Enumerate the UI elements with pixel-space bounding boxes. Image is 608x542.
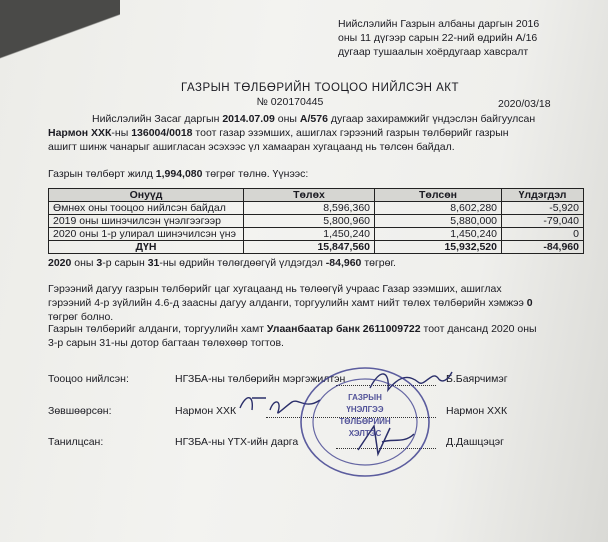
table-cell: 2020 оны 1-р улирал шинэчилсэн үнэ bbox=[49, 228, 244, 241]
table-header-row bbox=[49, 189, 584, 202]
table-row bbox=[49, 215, 584, 228]
signature-role: Тооцоо нийлсэн: bbox=[48, 373, 129, 385]
official-stamp bbox=[295, 362, 433, 480]
stamp-text: ТӨЛБӨРИЙН bbox=[339, 417, 391, 426]
table-cell: 15,932,520 bbox=[375, 241, 502, 254]
bank-line-1: Газрын төлбөрийг алданги, торгуулийн хамт Улаанбаатар банк 2611009722 тоот дансанд 2020 оны bbox=[48, 323, 537, 335]
table-cell: 0 bbox=[502, 228, 584, 241]
contract-line-3: төгрөг болно. bbox=[48, 311, 114, 323]
table-cell: 1,450,240 bbox=[375, 228, 502, 241]
contract-line-2: гэрээний 4-р зүйлийн 4.6-д заасны дагуу алданги, торгуулийн хамт нийт төлөх төлбөрийн хэмжээ 0 bbox=[48, 297, 533, 309]
contract-line-1: Гэрээний дагуу газрын төлбөрийг цаг хугацаанд нь төлөөгүй учраас Газар эзэмших, ашиглах bbox=[48, 283, 502, 295]
signature-org: НГЗБА-ны ҮТХ-ийн дарга bbox=[175, 436, 299, 448]
table-row bbox=[49, 202, 584, 215]
page-shadow bbox=[0, 0, 120, 100]
table-cell: 2019 оны шинэчилсэн үнэлгээгээр bbox=[49, 215, 244, 228]
stamp-text: ХЭЛТЭС bbox=[348, 429, 382, 438]
bank-line-2: 3-р сарын 31-ны дотор багтаан төлөхөөр тогтов. bbox=[48, 337, 284, 349]
table-total-row bbox=[49, 241, 584, 254]
document-number: № 020170445 bbox=[256, 96, 324, 108]
stamp-text: ГАЗРЫН bbox=[348, 393, 382, 402]
approval-line-3: дугаар тушаалын хоёрдугаар хавсралт bbox=[338, 46, 529, 58]
intro-line-2: Нармон ХХК-ны 136004/0018 тоот газар эзэмших, ашиглах гэрээний газрын төлбөрийг газрын bbox=[48, 127, 509, 139]
signature-org: Нармон ХХК bbox=[175, 405, 237, 417]
table-cell: 8,596,360 bbox=[244, 202, 375, 215]
approval-line-2: оны 11 дүгээр сарын 22-ний өдрийн А/16 bbox=[338, 32, 538, 44]
document-date: 2020/03/18 bbox=[498, 98, 551, 110]
annual-fee-line: Газрын төлбөрт жилд 1,994,080 төгрөг төлнө. Үүнээс: bbox=[48, 168, 309, 180]
stamp-text: ҮНЭЛГЭЭ bbox=[346, 405, 384, 414]
table-cell: -79,040 bbox=[502, 215, 584, 228]
signature-name: Д.Дашцэцэг bbox=[446, 436, 504, 448]
intro-line-3: ашигт шинж чанарыг ашигласан эсэхээс үл хамааран хугацаанд нь төлсөн байдал. bbox=[48, 141, 455, 153]
signature-name: Нармон ХХК bbox=[446, 405, 508, 417]
table-cell: 15,847,560 bbox=[244, 241, 375, 254]
balance-line: 2020 оны 3-р сарын 31-ны өдрийн төлөгдөөгүй үлдэгдэл -84,960 төгрөг. bbox=[48, 257, 396, 269]
table-cell: -5,920 bbox=[502, 202, 584, 215]
table-cell: 1,450,240 bbox=[244, 228, 375, 241]
table-cell: ДҮН bbox=[49, 241, 244, 254]
table-row bbox=[49, 228, 584, 241]
payment-table bbox=[48, 188, 584, 254]
signature-role: Зөвшөөрсөн: bbox=[48, 405, 112, 417]
col-header: Төлөх bbox=[244, 189, 375, 202]
signature-role: Танилцсан: bbox=[48, 436, 104, 448]
table-cell: Өмнөх оны тооцоо нийлсэн байдал bbox=[49, 202, 244, 215]
signature-org: НГЗБА-ны төлбөрийн мэргэжилтэн bbox=[175, 373, 346, 385]
col-header: Онуүд bbox=[49, 189, 244, 202]
signature-name: Б.Баярчимэг bbox=[446, 373, 508, 385]
table-cell: -84,960 bbox=[502, 241, 584, 254]
table-cell: 5,880,000 bbox=[375, 215, 502, 228]
col-header: Үлдэгдэл bbox=[502, 189, 584, 202]
table-cell: 8,602,280 bbox=[375, 202, 502, 215]
intro-line-1: Нийслэлийн Засаг даргын 2014.07.09 оны А/576 дугаар захирамжийг үндэслэн байгуулсан bbox=[92, 113, 536, 125]
approval-line-1: Нийслэлийн Газрын албаны даргын 2016 bbox=[338, 18, 540, 30]
document-title: ГАЗРЫН ТӨЛБӨРИЙН ТООЦОО НИЙЛСЭН АКТ bbox=[181, 82, 459, 94]
col-header: Төлсөн bbox=[375, 189, 502, 202]
table-cell: 5,800,960 bbox=[244, 215, 375, 228]
